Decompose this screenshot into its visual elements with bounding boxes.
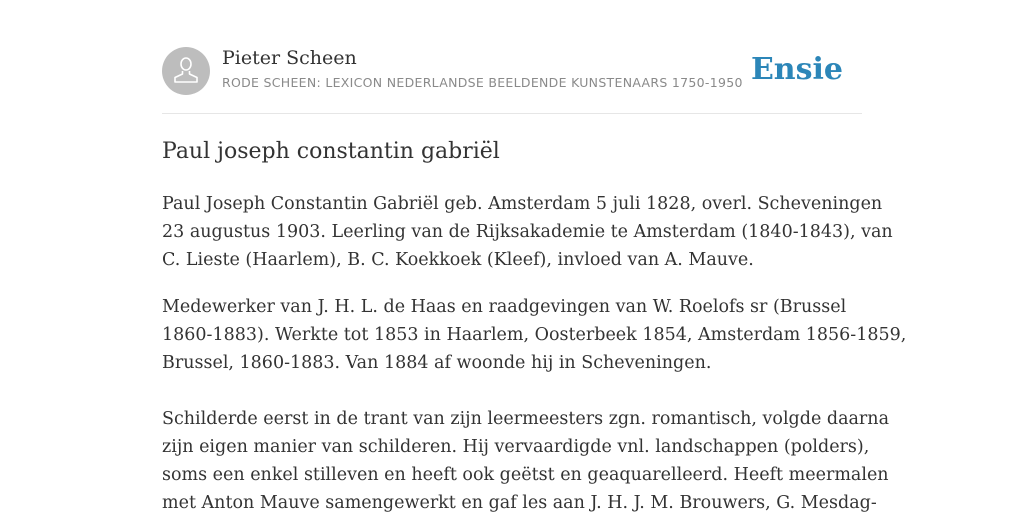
user-silhouette-icon [162,47,210,95]
paragraph-line: Schilderde eerst in de trant van zijn leermeesters zgn. romantisch, volgde daarna [162,409,890,429]
article-paragraph [162,190,893,274]
paragraph-line: met Anton Mauve samengewerkt en gaf les aan J. H. J. M. Brouwers, G. Mesdag- [162,493,877,512]
article-title: Paul joseph constantin gabriël [162,139,500,164]
author-name[interactable]: Pieter Scheen [222,47,357,69]
source-label[interactable]: RODE SCHEEN: LEXICON NEDERLANDSE BEELDENDE KUNSTENAARS 1750-1950 [222,75,743,90]
paragraph-line: Medewerker van J. H. L. de Haas en raadgevingen van W. Roelofs sr (Brussel [162,297,847,317]
article-paragraph [162,405,890,512]
author-avatar[interactable] [162,47,210,95]
paragraph-line: Paul Joseph Constantin Gabriël geb. Amsterdam 5 juli 1828, overl. Scheveningen [162,194,883,214]
article-header [162,46,862,96]
header-divider [162,113,862,114]
paragraph-line: Brussel, 1860-1883. Van 1884 af woonde hij in Scheveningen. [162,353,712,373]
paragraph-line: C. Lieste (Haarlem), B. C. Koekkoek (Kleef), invloed van A. Mauve. [162,250,754,270]
paragraph-line: 1860-1883). Werkte tot 1853 in Haarlem, Oosterbeek 1854, Amsterdam 1856-1859, [162,325,907,345]
paragraph-line: soms een enkel stilleven en heeft ook geëtst en geaquarelleerd. Heeft meermalen [162,465,889,485]
brand-logo[interactable]: Ensie [750,52,843,87]
paragraph-line: 23 augustus 1903. Leerling van de Rijksakademie te Amsterdam (1840-1843), van [162,222,893,242]
article-paragraph [162,293,907,377]
paragraph-line: zijn eigen manier van schilderen. Hij vervaardigde vnl. landschappen (polders), [162,437,870,457]
